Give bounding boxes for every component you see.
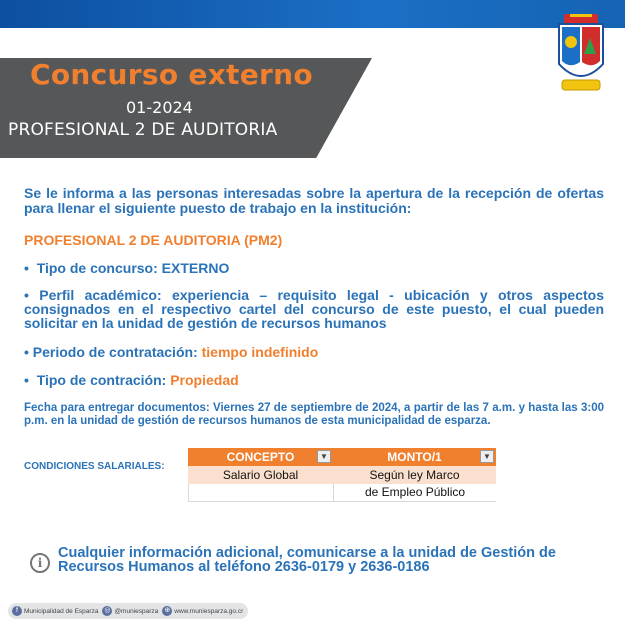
table-cell: Según ley Marco [333,466,496,484]
bullet-label: Tipo de contración: [36,372,171,388]
table-header-concepto [188,448,333,466]
table-header-row [188,448,496,466]
facebook-handle[interactable]: Municipalidad de Esparza [24,607,99,615]
document-deadline-text: Fecha para entregar documentos: Viernes 27 de septiembre de 2024, a partir de las 7 a.m. y hasta las 3:00 p.m. en la unidad de gestión de recursos humanos de esta municipalidad de esparza. [24,402,604,427]
intro-text: Se le informa a las personas interesadas sobre la apertura de la recepción de ofertas para llenar el siguiente puesto de trabajo en la institución: [24,185,604,216]
bullet-label: Periodo de contratación: [32,344,202,360]
contest-number: 01-2024 [126,98,193,117]
salary-table [188,448,496,502]
additional-info-text: Cualquier información adicional, comunicarse a la unidad de Gestión de Recursos Humanos al teléfono 2636-0179 y 2636-0186 [58,545,556,575]
facebook-icon: f [12,606,22,616]
table-header-monto [333,448,496,466]
bullet-label: Perfil académico: experiencia – requisito legal - ubicación y otros aspectos consignados en el respectivo cartel del concurso de este puesto, el cual pueden solicitar en la unidad de gestión de recursos humanos [24,287,604,331]
top-bar [0,0,625,28]
table-cell: de Empleo Público [334,484,496,502]
bullet-value: EXTERNO [161,260,230,276]
page-title: Concurso externo [30,58,313,91]
filter-dropdown-icon[interactable]: ▼ [317,450,331,463]
instagram-handle[interactable]: @muniesparza [114,607,159,615]
table-row [188,484,496,502]
website-link[interactable]: www.muniesparza.go.cr [174,607,244,615]
info-icon: i [30,553,50,573]
salary-conditions-label: CONDICIONES SALARIALES: [24,461,165,472]
table-cell [188,484,334,502]
header-label: CONCEPTO [226,450,295,464]
header-label: MONTO/1 [387,450,442,464]
table-cell: Salario Global [188,466,333,484]
table-row [188,466,496,484]
position-title: PROFESIONAL 2 DE AUDITORIA (PM2) [24,232,283,248]
position-subtitle: PROFESIONAL 2 DE AUDITORIA [8,120,278,140]
bullet-contest-type: • Tipo de concurso: EXTERNO [24,260,230,276]
bullet-label: Tipo de concurso: [36,260,162,276]
instagram-icon: ◎ [104,607,111,614]
globe-icon: ⊕ [162,606,172,616]
municipal-crest-logo [556,14,606,94]
bullet-value: tiempo indefinido [201,344,319,360]
bullet-hiring-type: • Tipo de contración: Propiedad [24,372,239,388]
bullet-hiring-period: • Periodo de contratación: tiempo indefinido [24,344,319,360]
social-footer [8,603,248,619]
filter-dropdown-icon[interactable]: ▼ [480,450,494,463]
bullet-academic-profile: • Perfil académico: experiencia – requisito legal - ubicación y otros aspectos consignados en el respectivo cartel del concurso de este puesto, el cual pueden solicitar en la unidad de gestión de recursos humanos [24,287,604,331]
bullet-value: Propiedad [170,372,239,388]
